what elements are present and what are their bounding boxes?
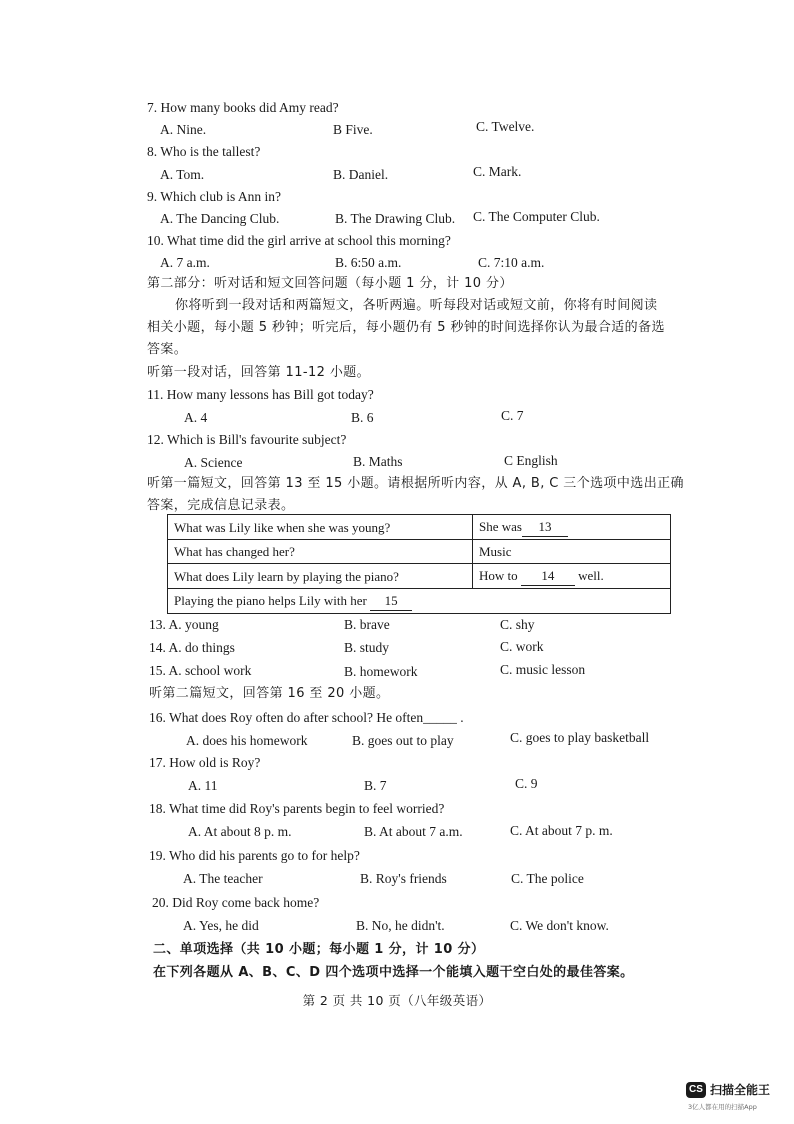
q16-option-b: B. goes out to play (352, 733, 454, 748)
camscanner-logo: CS (686, 1082, 706, 1098)
passage1-intro-1: 听第一篇短文，回答第 13 至 15 小题。请根据所听内容，从 A, B, C 三个选项中选出正确 (147, 476, 684, 491)
q16-option-c: C. goes to play basketball (510, 730, 650, 745)
answer-blank-13: 13 (522, 517, 568, 537)
q13-option-c: C. shy (500, 617, 535, 632)
question-13: 13. A. young (149, 617, 219, 632)
question-12: 12. Which is Bill's favourite subject? (147, 432, 347, 447)
q20-option-c: C. We don't know. (510, 918, 609, 933)
q9-option-b: B. The Drawing Club. (335, 211, 456, 226)
question-20: 20. Did Roy come back home? (152, 895, 320, 910)
dialogue-intro: 听第一段对话，回答第 11-12 小题。 (147, 365, 371, 380)
question-18: 18. What time did Roy's parents begin to feel worried? (149, 801, 445, 816)
table-cell: Music (473, 540, 671, 564)
cell-text: How to (479, 568, 518, 583)
q7-option-b: B Five. (333, 122, 373, 137)
q10-option-b: B. 6:50 a.m. (335, 255, 402, 270)
brand-name: 扫描全能王 (710, 1083, 771, 1097)
passage1-intro-2: 答案，完成信息记录表。 (147, 498, 295, 513)
section2-title: 二、单项选择（共 10 小题；每小题 1 分，计 10 分） (153, 942, 485, 957)
q16-option-a: A. does his homework (186, 733, 308, 748)
page-footer: 第 2 页 共 10 页（八年级英语） (302, 993, 492, 1008)
q11-option-b: B. 6 (351, 410, 374, 425)
table-cell (473, 589, 671, 614)
q8-option-b: B. Daniel. (333, 167, 389, 182)
q15-option-b: B. homework (344, 664, 418, 679)
table-cell: What has changed her? (168, 540, 473, 564)
q14-option-c: C. work (500, 639, 544, 654)
q14-option-b: B. study (344, 640, 390, 655)
part2-instruction-3: 答案。 (147, 342, 188, 357)
q10-option-a: A. 7 a.m. (160, 255, 210, 270)
part2-instruction-1: 你将听到一段对话和两篇短文，各听两遍。听每段对话或短文前，你将有时间阅读 (175, 298, 658, 313)
section2-instruction: 在下列各题从 A、B、C、D 四个选项中选择一个能填入题干空白处的最佳答案。 (153, 965, 634, 980)
q9-option-c: C. The Computer Club. (473, 209, 600, 224)
q12-option-b: B. Maths (353, 454, 403, 469)
q11-option-c: C. 7 (501, 408, 524, 423)
q15-option-c: C. music lesson (500, 662, 586, 677)
q10-option-c: C. 7:10 a.m. (478, 255, 545, 270)
q17-option-a: A. 11 (188, 778, 218, 793)
q18-option-c: C. At about 7 p. m. (510, 823, 613, 838)
q9-option-a: A. The Dancing Club. (160, 211, 280, 226)
question-17: 17. How old is Roy? (149, 755, 261, 770)
table-row (168, 564, 671, 589)
q12-option-c: C English (504, 453, 558, 468)
q13-option-b: B. brave (344, 617, 390, 632)
cell-text: well. (578, 568, 604, 583)
question-16: 16. What does Roy often do after school? He often_____ . (149, 710, 464, 725)
info-record-table (167, 514, 671, 614)
question-15: 15. A. school work (149, 663, 252, 678)
table-cell: What does Lily learn by playing the piano? (168, 564, 473, 589)
q18-option-a: A. At about 8 p. m. (188, 824, 292, 839)
q17-option-b: B. 7 (364, 778, 387, 793)
question-8: 8. Who is the tallest? (147, 144, 261, 159)
table-row (168, 540, 671, 564)
part2-title: 第二部分：听对话和短文回答问题（每小题 1 分，计 10 分） (147, 276, 513, 291)
q7-option-a: A. Nine. (160, 122, 207, 137)
q8-option-c: C. Mark. (473, 164, 522, 179)
q17-option-c: C. 9 (515, 776, 538, 791)
q19-option-c: C. The police (511, 871, 584, 886)
passage2-intro: 听第二篇短文，回答第 16 至 20 小题。 (149, 686, 390, 701)
question-14: 14. A. do things (149, 640, 235, 655)
question-7: 7. How many books did Amy read? (147, 100, 339, 115)
q19-option-b: B. Roy's friends (360, 871, 447, 886)
question-10: 10. What time did the girl arrive at school this morning? (147, 233, 451, 248)
question-9: 9. Which club is Ann in? (147, 189, 281, 204)
table-cell (473, 564, 671, 589)
q11-option-a: A. 4 (184, 410, 208, 425)
q12-option-a: A. Science (184, 455, 243, 470)
q20-option-a: A. Yes, he did (183, 918, 259, 933)
table-cell: What was Lily like when she was young? (168, 515, 473, 540)
table-cell (168, 589, 473, 614)
q8-option-a: A. Tom. (160, 167, 205, 182)
q7-option-c: C. Twelve. (476, 119, 535, 134)
table-cell (473, 515, 671, 540)
q19-option-a: A. The teacher (183, 871, 263, 886)
q18-option-b: B. At about 7 a.m. (364, 824, 463, 839)
cell-text: Playing the piano helps Lily with her (174, 593, 367, 608)
part2-instruction-2: 相关小题，每小题 5 秒钟；听完后，每小题仍有 5 秒钟的时间选择你认为最合适的备选 (147, 320, 665, 335)
q20-option-b: B. No, he didn't. (356, 918, 445, 933)
brand-tagline: 3亿人都在用的扫描App (688, 1103, 757, 1111)
cell-text: She was (479, 519, 522, 534)
answer-blank-15: 15 (370, 591, 412, 611)
answer-blank-14: 14 (521, 566, 575, 586)
table-row (168, 515, 671, 540)
question-19: 19. Who did his parents go to for help? (149, 848, 360, 863)
question-11: 11. How many lessons has Bill got today? (147, 387, 374, 402)
table-row (168, 589, 671, 614)
